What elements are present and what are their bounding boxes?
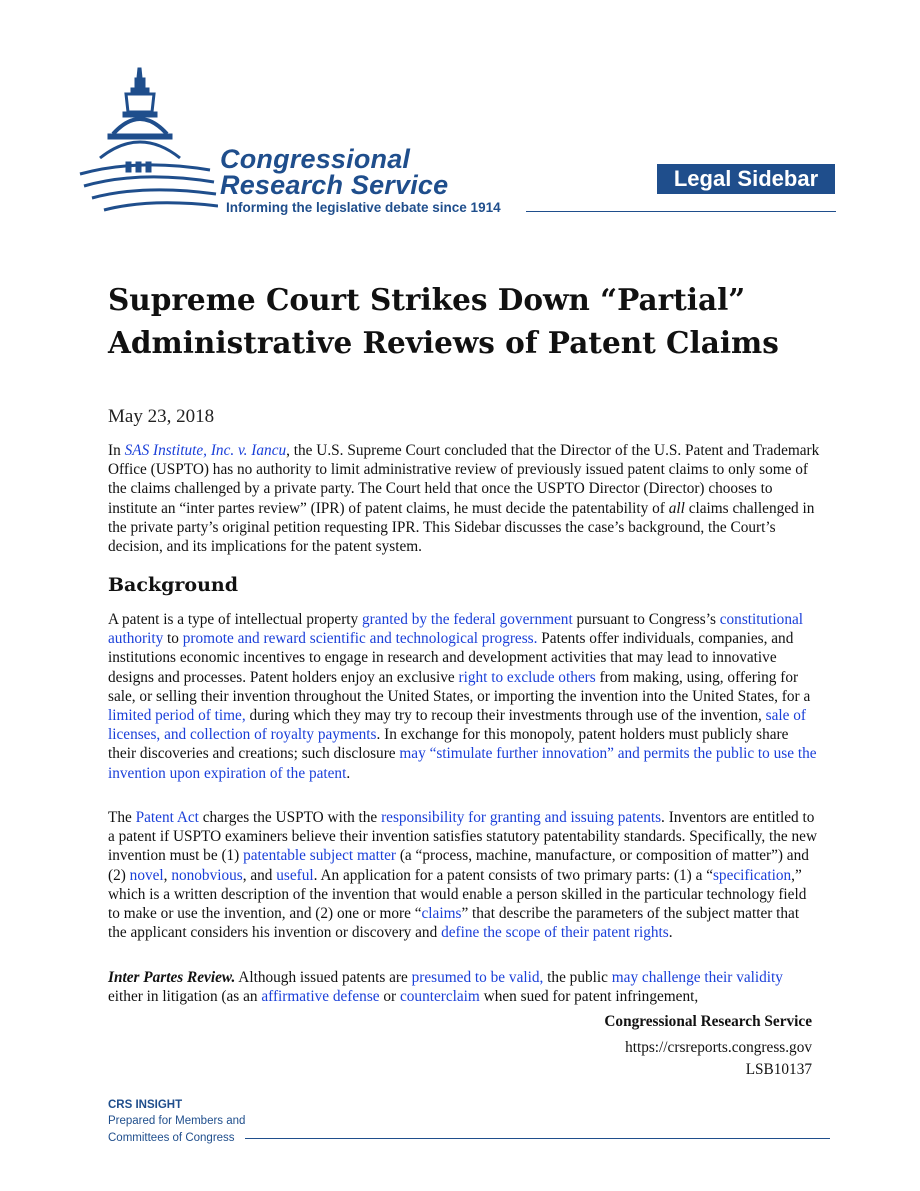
crs-insight-label: CRS INSIGHT <box>108 1099 183 1111</box>
inline-link[interactable]: limited period of time, <box>108 707 246 725</box>
inline-link[interactable]: claims <box>421 905 462 923</box>
inline-link[interactable]: responsibility for granting and issuing patents <box>381 809 662 826</box>
text-run: The <box>108 809 136 826</box>
section-heading-background: Background <box>108 574 238 596</box>
inline-link[interactable]: useful <box>276 866 314 884</box>
inline-link[interactable]: sale of licenses, and collection of royalty payments <box>108 707 807 744</box>
text-run: . <box>346 764 351 782</box>
text-run: . In exchange for this monopoly, patent holders must publicly share their discoveries and creations; such disclosure <box>108 726 789 763</box>
inline-link[interactable]: patentable subject matter <box>243 847 397 865</box>
text-run: ” that describe the parameters of the subject matter that the applicant considers his invention or discovery and <box>108 905 800 942</box>
text-run: charges the USPTO with the <box>198 809 382 826</box>
text-run: , the U.S. Supreme Court concluded that the Director of the U.S. Patent and Trademark Office (USPTO) has no authority to limit administrative review of previously issued patent claims to only some of the claims challenged by a private party. The Court held that once the USPTO Director (Director) chooses to institute an “inter partes review” (IPR) of patent claims, he must decide the patentability of <box>108 442 820 517</box>
org-name-line2: Research Service <box>220 170 449 200</box>
text-run: pursuant to Congress’s <box>572 611 720 628</box>
text-run: Patents offer individuals, companies, and institutions economic incentives to engage in research and development activities that may lead to innovative designs and processes. Patent holders enjoy an exclusive <box>108 630 794 686</box>
text-run: . An application for a patent consists of two primary parts: (1) a “ <box>313 866 713 884</box>
text-run: . Inventors are entitled to a patent if USPTO examiners believe their invention satisfies statutory patentability standards. Specifically, the new invention must be (1) <box>108 809 817 865</box>
tagline-rule <box>526 211 836 212</box>
inline-link[interactable]: presumed to be valid, <box>411 969 544 986</box>
background-paragraph-2 <box>108 808 820 942</box>
text-run: , and <box>242 866 277 884</box>
text-run: either in litigation (as an <box>108 988 262 1006</box>
inline-link[interactable]: affirmative defense <box>261 988 380 1006</box>
text-run: claims challenged in the private party’s original petition requesting IPR. This Sidebar discusses the case’s background, the Court’s decision, and its implications for the patent system. <box>108 499 815 556</box>
inter-partes-paragraph <box>108 968 820 1006</box>
footer-rule <box>245 1138 830 1139</box>
text-run: when sued for patent infringement, <box>479 988 699 1006</box>
text-run: A patent is a type of intellectual property <box>108 611 363 628</box>
inline-link[interactable]: may challenge their validity <box>611 969 783 986</box>
text-run: Inter Partes Review. <box>108 969 236 986</box>
inline-link[interactable]: specification <box>712 866 792 884</box>
footer-url[interactable]: https://crsreports.congress.gov <box>625 1039 812 1056</box>
footer-org: Congressional Research Service <box>604 1013 812 1030</box>
text-run: , <box>163 866 172 884</box>
inline-link[interactable]: promote and reward scientific and technological progress. <box>182 630 538 648</box>
inline-link[interactable]: right to exclude others <box>458 668 596 686</box>
footer-report-id: LSB10137 <box>745 1061 812 1078</box>
org-name-line1: Congressional <box>220 144 411 174</box>
text-run: Although issued patents are <box>235 969 412 986</box>
inline-link[interactable]: constitutional authority <box>108 611 804 648</box>
intro-paragraph <box>108 441 820 556</box>
insight-subtitle-line1: Prepared for Members and <box>108 1115 246 1127</box>
capitol-dome-logo <box>78 66 218 216</box>
inline-link[interactable]: granted by the federal government <box>362 611 573 628</box>
text-run: during which they may try to recoup their investments through use of the invention, <box>245 707 766 725</box>
inline-link[interactable]: SAS Institute, Inc. v. Iancu <box>124 442 287 459</box>
publication-date: May 23, 2018 <box>108 406 215 427</box>
inline-link[interactable]: nonobvious <box>171 866 243 884</box>
text-run: or <box>379 988 400 1006</box>
background-paragraph-1 <box>108 610 820 783</box>
org-tagline: Informing the legislative debate since 1914 <box>226 200 501 215</box>
text-run: In <box>108 442 125 459</box>
inline-link[interactable]: may “stimulate further innovation” and permits the public to use the invention upon expiration of the patent <box>108 745 817 782</box>
text-run: all <box>668 499 685 517</box>
page-title: Supreme Court Strikes Down “Partial” Administrative Reviews of Patent Claims <box>108 282 779 360</box>
text-run: (a “process, machine, manufacture, or composition of matter”) and (2) <box>108 847 809 884</box>
text-run: the public <box>543 969 612 986</box>
inline-link[interactable]: Patent Act <box>135 809 199 826</box>
insight-subtitle-line2: Committees of Congress <box>108 1132 235 1144</box>
text-run: ,” which is a written description of the invention that would enable a person skilled in the particular technology field to make or use the invention, and (2) one or more “ <box>108 866 807 923</box>
inline-link[interactable]: define the scope of their patent rights <box>441 924 669 942</box>
text-run: to <box>163 630 183 648</box>
text-run: from making, using, offering for sale, or selling their invention throughout the United States, or importing the invention into the United States, for a <box>108 668 811 705</box>
text-run: . <box>668 924 673 942</box>
legal-sidebar-badge: Legal Sidebar <box>657 164 835 194</box>
inline-link[interactable]: novel <box>129 866 164 884</box>
inline-link[interactable]: counterclaim <box>399 988 480 1006</box>
